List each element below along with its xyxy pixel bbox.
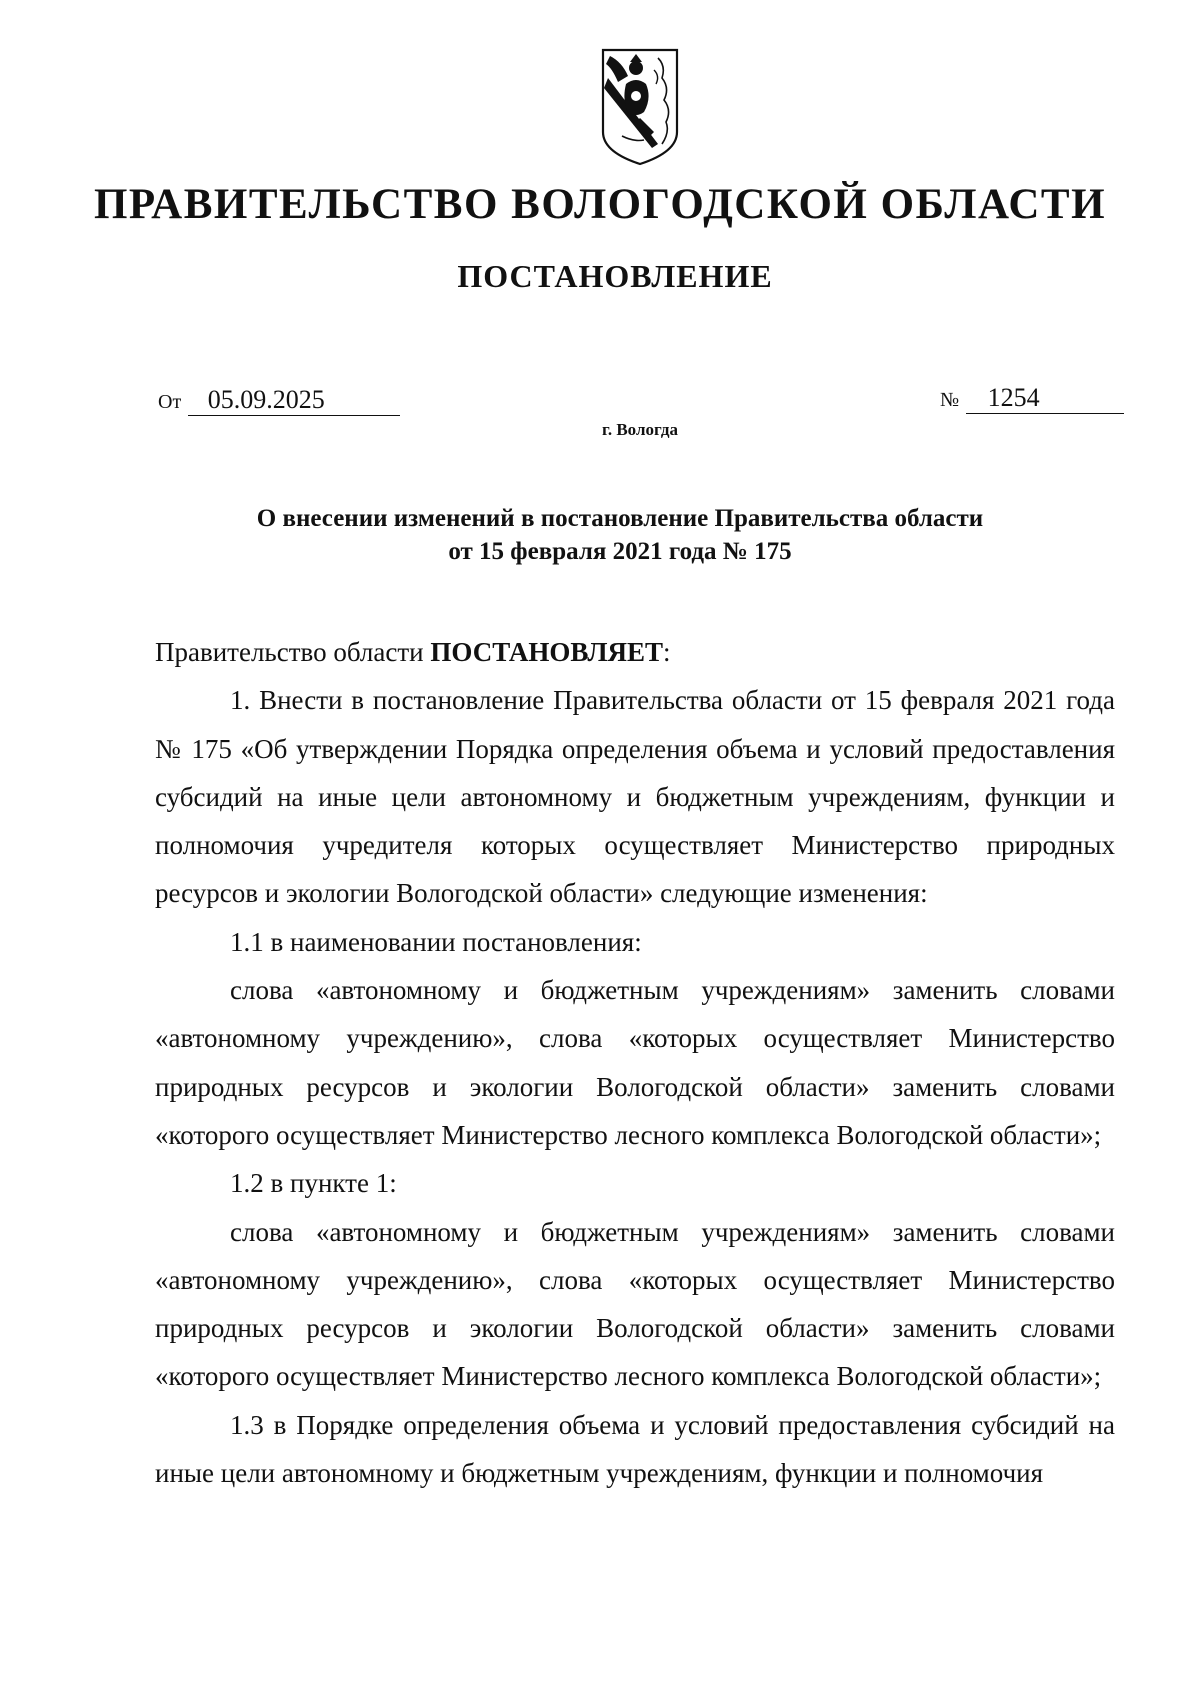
date-prefix: От: [158, 391, 182, 413]
intro-colon: :: [662, 637, 671, 667]
paragraph-1-2: 1.2 в пункте 1:: [230, 1168, 397, 1199]
date-value: 05.09.2025: [188, 385, 400, 416]
document-heading: [0, 502, 1200, 568]
paragraph-1-2-text: слова «автономному и бюджетным учреждениям» заменить словами «автономному учреждению», слова «которых осуществляет Министерство природных ресурсов и экологии Вологодской области» заменить словами «которого осуществляет Министерство лесного комплекса Вологодской области»;: [155, 1216, 1115, 1392]
intro-paragraph: [155, 628, 1115, 676]
paragraph-1-1-text: слова «автономному и бюджетным учреждениям» заменить словами «автономному учреждению», слова «которых осуществляет Министерство природных ресурсов и экологии Вологодской области» заменить словами «которого осуществляет Министерство лесного комплекса Вологодской области»;: [155, 975, 1115, 1150]
paragraph-1: 1. Внести в постановление Правительства области от 15 февраля 2021 года № 175 «Об утверждении Порядка определения объема и условий предоставления субсидий на иные цели автономному и бюджетным учреждениям, функции и полномочия учредителя которых осуществляет Министерство природных ресурсов и экологии Вологодской области» следующие изменения:: [155, 685, 1115, 909]
number-prefix: №: [940, 389, 960, 411]
number-value: 1254: [966, 383, 1124, 414]
intro-text: Правительство области: [155, 637, 431, 667]
heading-line-1: О внесении изменений в постановление Правительства области: [256, 505, 984, 532]
date-field: [158, 385, 400, 416]
government-title: ПРАВИТЕЛЬСТВО ВОЛОГОДСКОЙ ОБЛАСТИ: [93, 181, 1107, 228]
paragraph-1-1: 1.1 в наименовании постановления:: [230, 926, 642, 957]
number-field: [940, 383, 1124, 414]
document-body: [155, 628, 1115, 1497]
paragraph-1-3: 1.3 в Порядке определения объема и условий предоставления субсидий на иные цели автономному и бюджетным учреждениям, функции и полномочия: [155, 1409, 1115, 1489]
intro-decree-word: ПОСТАНОВЛЯЕТ: [430, 637, 663, 667]
coat-of-arms-icon: [600, 48, 680, 166]
city-label: г. Вологда: [602, 420, 678, 439]
heading-line-2: от 15 февраля 2021 года № 175: [448, 538, 792, 565]
document-type: ПОСТАНОВЛЕНИЕ: [457, 258, 773, 294]
